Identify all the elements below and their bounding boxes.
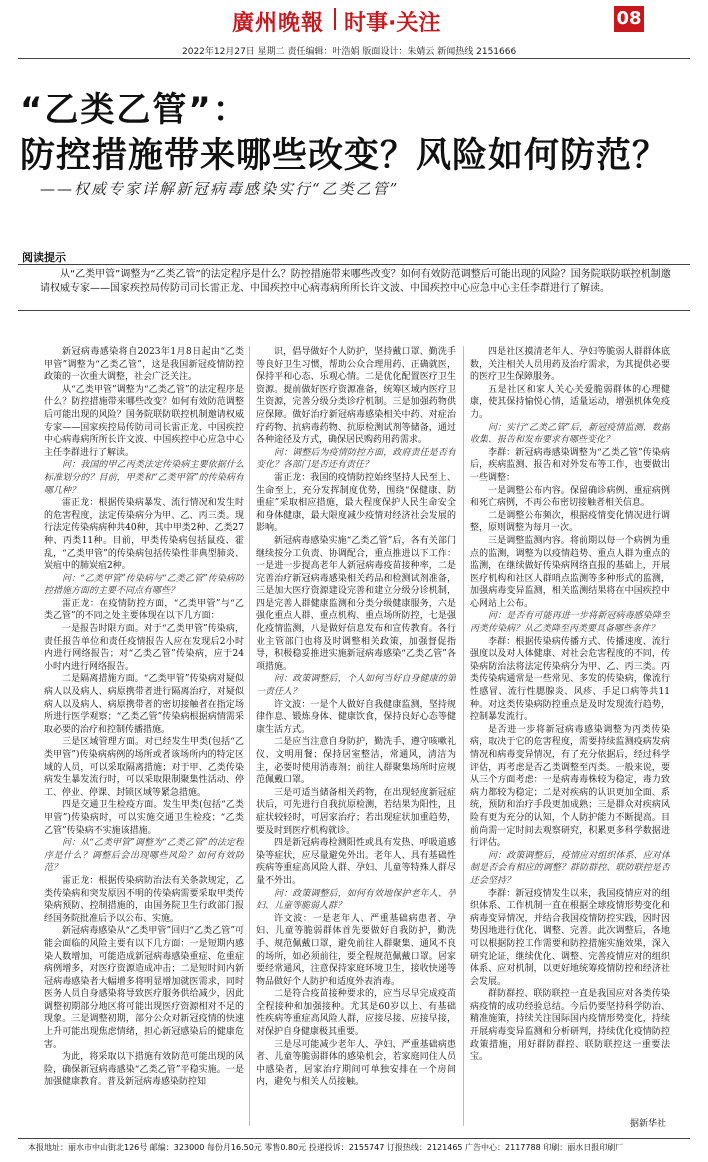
question-paragraph: 问：是否有可能再进一步将新冠病毒感染降至丙类传染病？从乙类降至丙类要具备哪些条件？ xyxy=(470,611,670,635)
body-paragraph: 二是符合疫苗接种要求的，应当尽早完成疫苗全程接种和加强接种。尤其是60岁以上、有基础性疾病等重症高风险人群，应接尽接、应接早接，对保护自身健康极其重要。 xyxy=(256,989,456,1038)
body-paragraph: 四是社区摸清老年人、孕妇等脆弱人群群体底数，关注相关人员用药及治疗需求，为其提供必要的医疗卫生保障服务。 xyxy=(470,347,670,383)
column-divider xyxy=(463,346,464,1126)
issue-info-line: 2022年12月27日 星期二 责任编辑：叶浩娟 版面设计：朱婧云 新闻热线 2151666 xyxy=(182,47,517,57)
question-paragraph: 问：政策调整后，如何有效地保护老年人、孕妇、儿童等脆弱人群？ xyxy=(256,888,456,912)
body-paragraph: 为此，将采取以下措施有效防范可能出现的风险，确保新冠病毒感染“乙类乙管”平稳实施。一是加强健康教育。普及新冠病毒感染防控知 xyxy=(44,1052,244,1088)
masthead xyxy=(0,0,708,40)
body-paragraph: 三是调整监测内容。将前期以每一个病例为重点的监测，调整为以疫情趋势、重点人群为重点的监测，在继续做好传染病网络直报的基础上，开展医疗机构和社区人群哨点监测等多种形式的监测，加强病毒变异监测，相关监测结果将在中国疾控中心网站上公布。 xyxy=(470,535,670,609)
column-divider xyxy=(249,346,250,1126)
body-paragraph: 雷正龙：我国的疫情防控始终坚持人民至上、生命至上，充分发挥制度优势，围绕“保健康、防重症”采取相应措施，最大程度保护人民生命安全和身体健康，最大限度减少疫情对经济社会发展的影响。 xyxy=(256,472,456,534)
question-paragraph: 问：我国的甲乙丙类法定传染病主要依据什么标准划分的？目前，甲类和“乙类甲管”的传染病有哪几种？ xyxy=(44,460,244,496)
body-paragraph: 许文波：一是老年人、严重基础病患者、孕妇、儿童等脆弱群体首先要做好自我防护，勤洗手、规范佩戴口罩，避免前往人群聚集、通风不良的场所，如必须前往，要全程规范佩戴口罩。居家要经常通风，注意保持家庭环境卫生，接收快递等物品做好个人防护和适度外表消毒。 xyxy=(256,913,456,987)
body-paragraph: 四是交通卫生检疫方面。发生甲类(包括“乙类甲管”)传染病时，可以实施交通卫生检疫；“乙类乙管”传染病不实施该措施。 xyxy=(44,800,244,836)
body-paragraph: 新冠病毒感染从“乙类甲管”回归“乙类乙管”可能会面临的风险主要有以下几方面：一是短期内感染人数增加，可能造成新冠病毒感染重症、危重症病例增多，对医疗资源造成冲击；二是短时间内新冠病毒感染者大幅增多将明显增加就医需求，同时医务人员自身感染将导致医疗服务供给减少，因此调整初期部分地区将可能出现医疗资源相对不足的现象。三是调整初期，部分公众对新冠疫情的快速上升可能出现焦虑情绪，担心新冠感染后的健康危害。 xyxy=(44,926,244,1050)
body-paragraph: 二是隔离措施方面。“乙类甲管”传染病对疑似病人以及病人、病原携带者进行隔离治疗，对疑似病人以及病人、病原携带者的密切接触者在指定场所进行医学观察；“乙类乙管”传染病根据病情需采取必要的治疗和控制传播措施。 xyxy=(44,674,244,735)
body-paragraph: 新冠病毒感染实施“乙类乙管”后，各有关部门继续按分工负责、协调配合，重点推进以下工作：一是进一步提高老年人新冠病毒疫苗接种率，二是完善治疗新冠病毒感染相关药品和检测试剂准备，三是加大医疗资源建设完善和建立分级分诊机制，四是完善人群健康监测和分类分级健康服务，六是强化重点人群、重点机构、重点场所防控，七是强化疫情监测，八是做好信息发布和宣传教育。各行业主管部门也将及时调整相关政策，加强督促指导，积极稳妥推进实施新冠病毒感染“乙类乙管”各项措施。 xyxy=(256,535,456,672)
body-paragraph: 从“乙类甲管”调整为“乙类乙管”的法定程序是什么？防控措施带来哪些改变？如何有效防范调整后可能出现的风险？国务院联防联控机制邀请权威专家——国家疾控局传防司司长雷正龙、中国疾控中心病毒病所所长许文波、中国疾控中心应急中心主任李群进行了解读。 xyxy=(44,384,244,458)
question-paragraph: 问：实行“乙类乙管”后，新冠疫情监测、数据收集、报告和发布要求有哪些变化？ xyxy=(470,422,670,446)
question-paragraph: 问：政策调整后，疫情应对组织体系、应对体制是否会有相应的调整？群防群控、联防联控是否还会坚持？ xyxy=(470,850,670,886)
article-byline: 据新华社 xyxy=(630,1119,667,1129)
lead-divider xyxy=(18,264,690,265)
question-paragraph: 问：“乙类甲管”传染病与“乙类乙管”传染病防控措施方面的主要不同点有哪些？ xyxy=(44,573,244,597)
newspaper-brand: 廣州晚報 xyxy=(232,10,325,36)
body-paragraph: 二是调整公布频次，根据疫情变化情况进行调整，原则调整为每月一次。 xyxy=(470,510,670,534)
headline-subtitle: ——权威专家详解新冠病毒感染实行“乙类乙管” xyxy=(40,180,400,198)
footer-info: 本报地址：丽水市中山街北126号 邮编：323000 每份月16.50元 零售0.80元 投递投诉：2155747 订报热线：2121465 广告中心：2117788 印刷：丽水日报印刷厂 xyxy=(28,1143,624,1152)
section-title: 时事·关注 xyxy=(344,11,441,36)
lead-bottom-divider xyxy=(18,310,690,311)
body-paragraph: 一是报告时限方面。对于“乙类甲管”传染病，责任报告单位和责任疫情报告人应在发现后2小时内进行网络报告；对“乙类乙管”传染病，应于24小时内进行网络报告。 xyxy=(44,624,244,672)
masthead-divider xyxy=(334,8,336,30)
body-paragraph: 许文波：一是个人做好自我健康监测，坚持规律作息、锻炼身体、健康饮食，保持良好心态等健康生活方式。 xyxy=(256,699,456,735)
body-paragraph: 李群：根据传染病传播方式、传播速度、流行强度以及对人体健康、对社会危害程度的不同，传染病防治法将法定传染病分为甲、乙、丙三类。丙类传染病通常是一些常见、多发的传染病，像流行性感冒、流行性腮腺炎、风疹、手足口病等共11种。对这类传染病防控重点是及时发现流行趋势，控制暴发流行。 xyxy=(470,636,670,723)
headline-title: 防控措施带来哪些改变？风险如何防范？ xyxy=(20,136,669,176)
body-paragraph: 三是区域管理方面。对已经发生甲类(包括“乙类甲管”)传染病病例的场所或者该场所内的特定区域的人员，可以采取隔离措施；对于甲、乙类传染病发生暴发流行时，可以采取限制聚集性活动、停工、停业、停课、封锁区域等紧急措施。 xyxy=(44,737,244,798)
body-paragraph: 四是新冠病毒检测阳性或具有发热、呼吸道感染等症状，应尽量避免外出。老年人、具有基础性疾病等重症高风险人群、孕妇、儿童等特殊人群尽量不外出。 xyxy=(256,838,456,886)
body-paragraph: 是否进一步将新冠病毒感染调整为丙类传染病，取决于它的危害程度，需要持续监测疫病发病情况和病毒变异情况，有了充分依据后，经过科学评估，再考虑是否乙类调整至丙类。一般来说，要从三个方面考虑：一是病毒毒株较为稳定，毒力致病力都较为稳定；二是对疾病的认识更加全面、系统，预防和治疗手段更加成熟；三是群众对疾病风险有更为充分的认知，个人防护能力不断提高。目前尚需一定时间去观察研究，积累更多科学数据进行评估。 xyxy=(470,724,670,849)
body-paragraph: 识，倡导做好个人防护，坚持戴口罩、勤洗手等良好卫生习惯，帮助公众合理用药、正确就医，保持平和心态、乐观心情。二是优化配置医疗卫生资源。提前做好医疗资源准备，统筹区域内医疗卫生资源，完善分级分类诊疗机制。三是加强药物供应保障。做好治疗新冠病毒感染相关中药、对症治疗药物、抗病毒药物、抗原检测试剂等储备，通过各种途径及方式，确保居民购药用药需求。 xyxy=(256,347,456,446)
question-paragraph: 问：政策调整后，个人如何当好自身健康的第一责任人？ xyxy=(256,674,456,698)
body-paragraph: 雷正龙：根据传染病防治法有关条款规定，乙类传染病和突发原因不明的传染病需要采取甲类传染病预防、控制措施的，由国务院卫生行政部门报经国务院批准后予以公布、实施。 xyxy=(44,875,244,924)
question-paragraph: 问：从“乙类甲管”调整为“乙类乙管”的法定程序是什么？调整后会出现哪些风险？如何有效防范？ xyxy=(44,838,244,874)
page-number-badge: 08 xyxy=(614,6,644,32)
article-column-1 xyxy=(44,346,244,1128)
headline-kicker: “乙类乙管”： xyxy=(20,90,249,130)
body-paragraph: 三是可适当储备相关药物，在出现轻度新冠症状后，可先进行自我抗原检测，若结果为阳性，且症状较轻时，可居家治疗；若出现症状加重趋势，要及时到医疗机构就诊。 xyxy=(256,787,456,836)
lead-label: 阅读提示 xyxy=(22,251,66,264)
body-paragraph: 一是调整公布内容。保留确诊病例、重症病例和死亡病例，不再公布密切接触者相关信息。 xyxy=(470,485,670,509)
body-paragraph: 二是应当注意自身防护，勤洗手、遵守咳嗽礼仪、文明用餐；保持居室整洁，常通风，清洁为主，必要时使用消毒剂；前往人群聚集场所时应规范佩戴口罩。 xyxy=(256,737,456,786)
body-paragraph: 雷正龙：在疫情防控方面，“乙类甲管”与“乙类乙管”的不同之处主要体现在以下几方面： xyxy=(44,598,244,622)
lead-paragraph: 从“乙类甲管”调整为“乙类乙管”的法定程序是什么？防控措施带来哪些改变？如何有效防范调整后可能出现的风险？国务院联防联控机制邀请权威专家——国家疾控局传防司司长雷正龙、中国疾控中心病毒病所所长许文波、中国疾控中心应急中心主任李群进行了解读。 xyxy=(40,269,671,294)
body-paragraph: 李群：新冠疫情发生以来，我国疫情应对的组织体系、工作机制一直在根据全球疫情形势变化和病毒变异情况，并结合我国疫情防控实践，因时因势因地进行优化、调整、完善。此次调整后，各地可以根据防控工作需要和防控措施实施效果，深入研究论证，继续优化、调整、完善疫情应对的组织体系、应对机制，以更好地统筹疫情防控和经济社会发展。 xyxy=(470,888,670,987)
body-paragraph: 新冠病毒感染将自2023年1月8日起由“乙类甲管”调整为“乙类乙管”，这是我国新冠疫情防控政策的一次重大调整，社会广泛关注。 xyxy=(44,347,244,383)
body-paragraph: 三是尽可能减少老年人、孕妇、严重基础病患者、儿童等脆弱群体的感染机会，若家庭同住人员中感染者，居家治疗期间可单独安排在一个房间内，避免与相关人员接触。 xyxy=(256,1039,456,1088)
footer-divider xyxy=(18,1138,690,1139)
body-paragraph: 雷正龙：根据传染病暴发、流行情况和发生时的危害程度，法定传染病分为甲、乙、丙三类。现行法定传染病病种共40种，其中甲类2种、乙类27种、丙类11种。目前，甲类传染病包括鼠疫、霍乱，“乙类甲管”的传染病包括传染性非典型肺炎、炭疽中的肺炭疽2种。 xyxy=(44,498,244,572)
article-column-3 xyxy=(470,346,670,1128)
top-divider xyxy=(18,58,690,59)
body-paragraph: 五是社区和家人关心关爱脆弱群体的心理健康，使其保持愉悦心情，适量运动，增强机体免疫力。 xyxy=(470,384,670,420)
body-paragraph: 李群：新冠病毒感染调整为“乙类乙管”传染病后，疾病监测、报告和对外发布等工作，也要做出一些调整： xyxy=(470,447,670,483)
body-paragraph: 群防群控、联防联控一直是我国应对各类传染病疫情的成功经验总结。今后仍要坚持科学防治、精准施策，持续关注国际国内疫情形势变化，持续开展病毒变异监测和分析研判，持续优化疫情防控政策措施，用好群防群控、联防联控这一重要法宝。 xyxy=(470,989,670,1063)
question-paragraph: 问：调整后为疫情防控方面，政府责任是否有变化？各部门是否还有责任？ xyxy=(256,447,456,471)
article-column-2 xyxy=(256,346,456,1128)
